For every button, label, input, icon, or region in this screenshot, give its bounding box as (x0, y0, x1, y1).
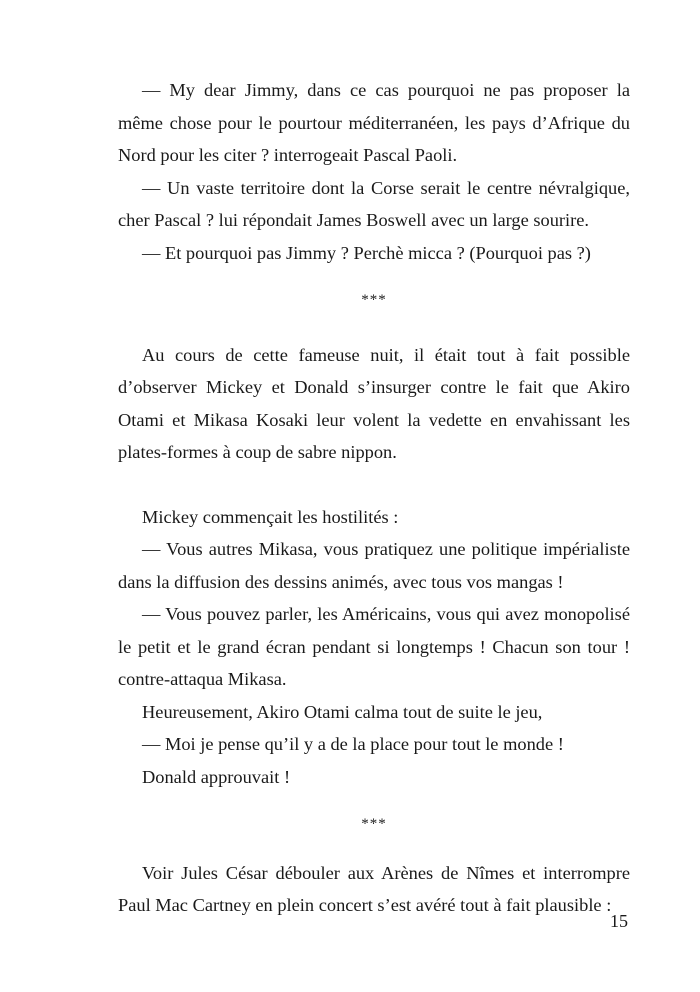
paragraph: — Et pourquoi pas Jimmy ? Perchè micca ? (Pourquoi pas ?) (142, 242, 591, 263)
page-body (118, 74, 630, 922)
paragraph: Au cours de cette fameuse nuit, il était tout à fait possible d’observer Mickey et Donald s’insurger contre le fait que Akiro Otami et Mikasa Kosaki leur volent la vedette en envahissant les plates-formes à coup de sabre nippon. (118, 344, 630, 462)
section-separator: *** (361, 816, 387, 832)
page-number: 15 (610, 911, 628, 931)
paragraph: — Un vaste territoire dont la Corse serait le centre névralgique, cher Pascal ? lui répondait James Boswell avec un large sourire. (118, 177, 630, 230)
paragraph: Voir Jules César débouler aux Arènes de Nîmes et interrompre Paul Mac Cartney en plein concert s’est avéré tout à fait plausible : (118, 862, 630, 915)
section-separator: *** (361, 292, 387, 308)
paragraph: — Vous pouvez parler, les Américains, vous qui avez monopolisé le petit et le grand écran pendant si longtemps ! Chacun son tour ! contre-attaqua Mikasa. (118, 604, 630, 689)
paragraph: — Moi je pense qu’il y a de la place pour tout le monde ! (142, 734, 564, 754)
paragraph: Donald approuvait ! (142, 766, 291, 787)
paragraph: Heureusement, Akiro Otami calma tout de suite le jeu, (142, 701, 543, 722)
paragraph: Mickey commençait les hostilités : (142, 506, 399, 527)
paragraph: — Vous autres Mikasa, vous pratiquez une politique impérialiste dans la diffusion des dessins animés, avec tous vos mangas ! (118, 539, 630, 592)
paragraph: — My dear Jimmy, dans ce cas pourquoi ne pas proposer la même chose pour le pourtour méditerranéen, les pays d’Afrique du Nord pour les citer ? interrogeait Pascal Paoli. (118, 80, 630, 165)
